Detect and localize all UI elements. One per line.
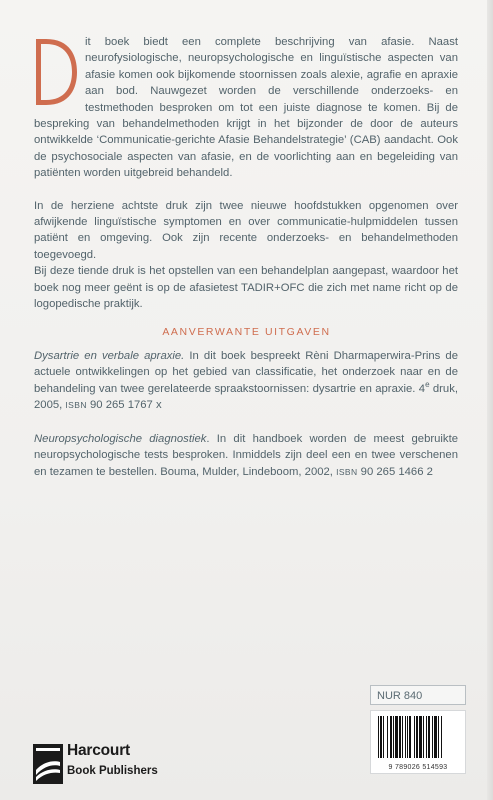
barcode-bar xyxy=(393,716,394,758)
barcode-bar xyxy=(438,716,439,758)
related-text-after: druk, 2005, xyxy=(34,382,458,412)
cover-edge xyxy=(487,0,493,800)
barcode-bar xyxy=(395,716,398,758)
barcode-bar xyxy=(416,716,418,758)
nur-code: NUR 840 xyxy=(370,685,466,705)
barcode-bar xyxy=(405,716,406,758)
related-text: In dit boek bespreekt Rèni Dharmaperwira-Prins de actuele ontwikkelingen op het gebied van classificatie, het onderzoek naar en de behandeling van twee gerelateerde spraakstoornissen: dysartrie en apraxie. 4 xyxy=(34,350,458,395)
related-title: Neuropsychologische diagnostiek xyxy=(34,433,207,445)
related-title: Dysartrie en verbale apraxie. xyxy=(34,350,185,362)
dropcap-d xyxy=(32,36,79,108)
publisher-sub: Book Publishers xyxy=(67,765,158,777)
related-item-neuropsychologie xyxy=(34,431,458,480)
dropcap-d-icon xyxy=(32,36,79,108)
paragraph-tenth-edition: Bij deze tiende druk is het opstellen van een behandelplan aangepast, waardoor het boek nog meer geënt is op de afasietest TADIR+OFC die zich met name richt op de logopedische praktijk. xyxy=(34,265,458,311)
barcode-bar xyxy=(383,716,384,758)
related-item-dysartrie xyxy=(34,348,458,414)
barcode-bar xyxy=(402,716,403,758)
isbn-number: 90 265 1466 2 xyxy=(357,465,433,478)
isbn-number: 90 265 1767 x xyxy=(86,399,162,412)
barcode-bar xyxy=(390,716,392,758)
paragraph-intro: it boek biedt een complete beschrijving van afasie. Naast neurofysiologische, neuropsychologische en linguïstische aspecten van afasie komen ook bijkomende stoornissen zoals alexie, agrafie en apraxie aan bod. Nauwgezet worden de verschillende onderzoeks- en testmethoden besproken om tot een juiste diagnose te komen. Bij de bespreking van behandelmethoden krijgt in het bijzonder de door de auteurs ontwikkelde ‘Communicatie-gerichte Afasie Behandelstrategie’ (CAB) aandacht. Ook de psychosociale aspecten van afasie, en de voorlichting aan en begeleiding van patiënten worden uitgebreid behandeld. xyxy=(34,36,458,180)
barcode-bar xyxy=(378,716,379,758)
barcode-bar xyxy=(414,716,415,758)
barcode-bar xyxy=(428,716,430,758)
blurb-text xyxy=(34,34,458,313)
barcode-bar xyxy=(399,716,401,758)
barcode-bar xyxy=(419,716,422,758)
related-heading: AANVERWANTE UITGAVEN xyxy=(162,326,331,338)
barcode xyxy=(370,710,466,774)
barcode-icon xyxy=(377,716,461,758)
paragraph-revision: In de herziene achtste druk zijn twee nieuwe hoofdstukken opgenomen over afwijkende linguïstische symptomen en over communicatie-hulpmiddelen tussen patiënt en omgeving. Ook zijn recente onderzoeks- en behandelmethoden toegevoegd. xyxy=(34,199,458,261)
barcode-number: 9 789026 514593 xyxy=(388,764,448,771)
related-text: . In dit handboek worden de meest gebruikte neuropsychologische tests besproken. Inmiddels zijn deel een en twee verschenen en tezamen te bestellen. Bouma, Mulder, Lindeboom, 2002, xyxy=(34,433,458,478)
harcourt-logo-icon xyxy=(33,744,63,784)
barcode-bar xyxy=(432,716,433,758)
publisher-logo xyxy=(33,742,165,790)
isbn-label: ISBN xyxy=(336,466,358,477)
barcode-bar xyxy=(387,716,388,758)
barcode-bar xyxy=(409,716,411,758)
publisher-name: Harcourt xyxy=(67,742,130,759)
related-sup: e xyxy=(425,380,430,390)
barcode-bar xyxy=(441,716,442,758)
barcode-bar xyxy=(407,716,408,758)
isbn-label: ISBN xyxy=(65,400,87,411)
barcode-bar xyxy=(434,716,437,758)
barcode-bar xyxy=(426,716,427,758)
barcode-bar xyxy=(380,716,382,758)
barcode-bar xyxy=(423,716,424,758)
